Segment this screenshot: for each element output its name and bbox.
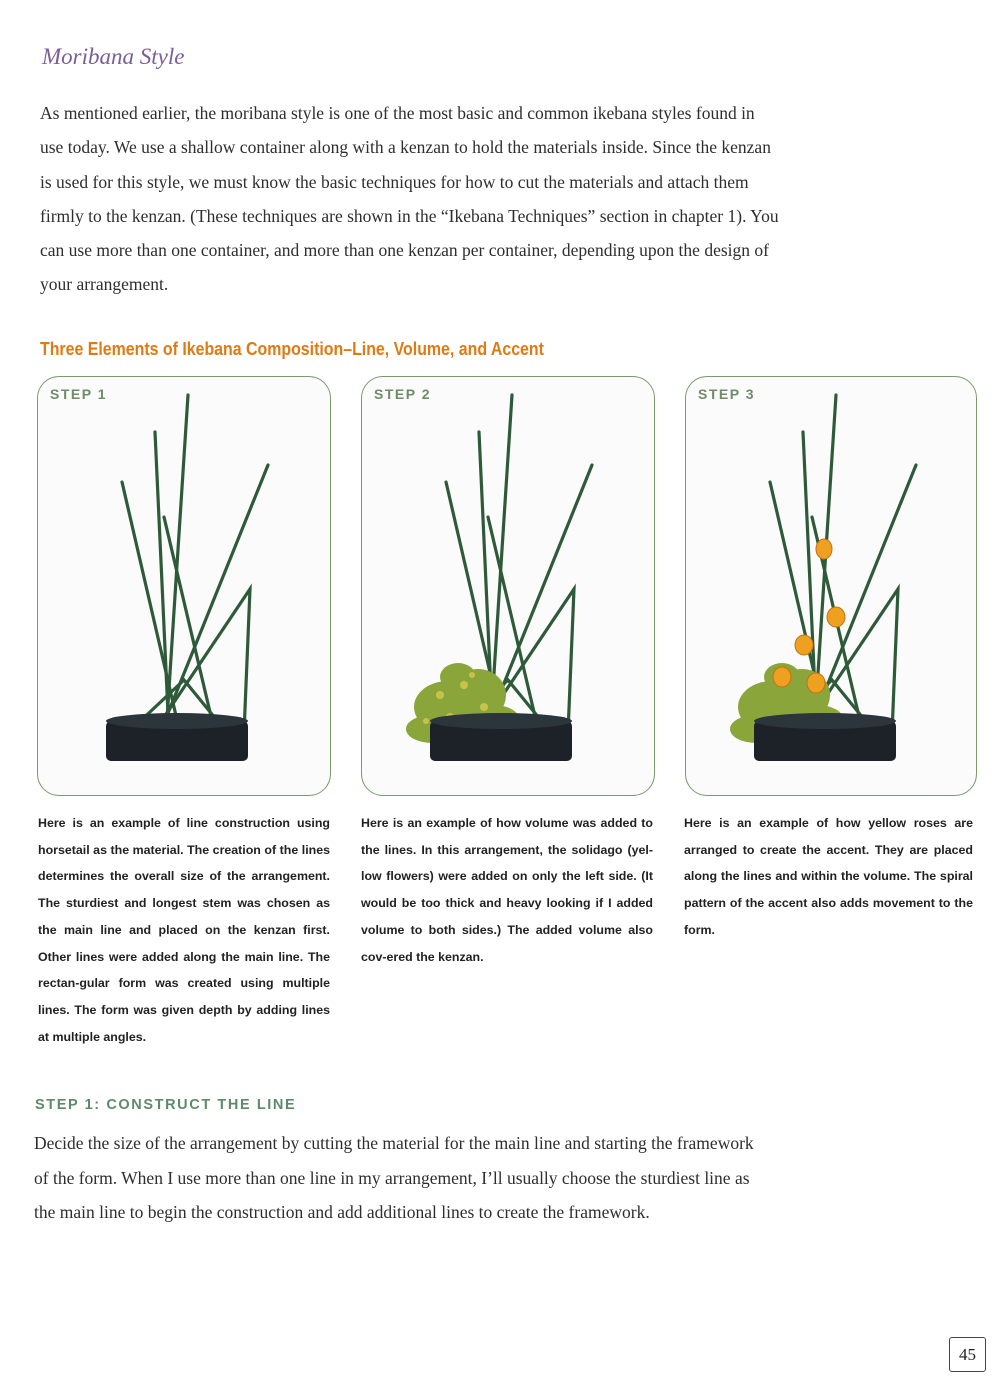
step-1-label: STEP 1 [46,385,111,403]
step-3-label: STEP 3 [694,385,759,403]
step-2-card [361,376,655,796]
step-3-caption: Here is an example of how yellow roses are arranged to create the accent. They are placed along the lines and within the volume. The spiral pattern of the accent also adds movement to the form. [684,816,973,937]
step-1-arrangement-image [38,377,330,795]
step-3-card [685,376,977,796]
step-1-caption: Here is an example of line construction using horsetail as the material. The creation of the lines determines the overall size of the arrangement. The sturdiest and longest stem was chosen as the main line and placed on the kenzan first. Other lines were added along the main line. The rectan-gular form was created using multiple lines. The form was given depth by adding lines at multiple angles. [38,816,330,1044]
step-2-arrangement-image [362,377,654,795]
composition-heading: Three Elements of Ikebana Composition–Line, Volume, and Accent [40,338,544,359]
step-2-label: STEP 2 [370,385,435,403]
step-1-card [37,376,331,796]
step-1-heading: STEP 1: CONSTRUCT THE LINE [35,1097,297,1113]
step-3-arrangement-image [686,377,976,795]
step-2-caption: Here is an example of how volume was added to the lines. In this arrangement, the solidago (yel-low flowers) were added on only the left side. (It would be too thick and heavy looking if I added volume to both sides.) The added volume also cov-ered the kenzan. [361,816,653,964]
intro-paragraph: As mentioned earlier, the moribana style is one of the most basic and common ikebana styles found in use today. We use a shallow container along with a kenzan to hold the materials inside. Since the kenzan is used for this style, we must know the basic techniques for how to cut the materials and attach them firmly to the kenzan. (These techniques are shown in the “Ikebana Techniques” section in chapter 1). You can use more than one container, and more than one kenzan per container, depending upon the design of your arrangement. [40,103,779,295]
section-title: Moribana Style [42,44,185,69]
step-1-paragraph: Decide the size of the arrangement by cutting the material for the main line and starting the framework of the form. When I use more than one line in my arrangement, I’ll usually choose the sturdiest line as the main line to begin the construction and add additional lines to create the framework. [34,1133,754,1222]
page-number: 45 [949,1337,986,1372]
